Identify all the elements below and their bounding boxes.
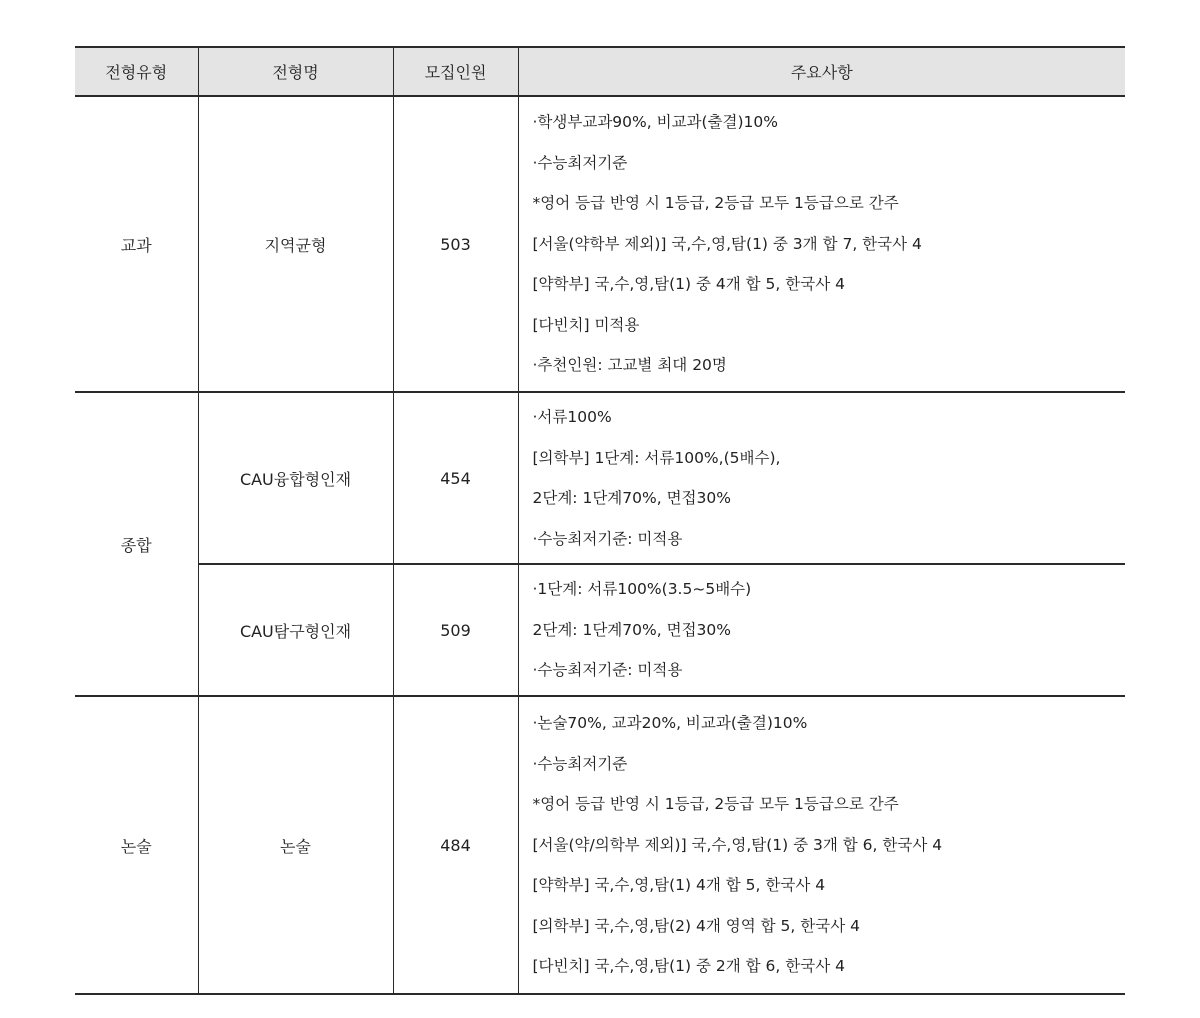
detail-line: [약학부] 국,수,영,탐(1) 4개 합 5, 한국사 4 [532,876,826,895]
header-admission-name: 전형명 [198,47,393,96]
detail-line: [서울(약학부 제외)] 국,수,영,탐(1) 중 3개 합 7, 한국사 4 [532,234,922,253]
detail-line: [약학부] 국,수,영,탐(1) 중 4개 합 5, 한국사 4 [532,275,845,294]
cell-key-details [518,564,1125,696]
table-header [75,47,1125,96]
cell-quota: 503 [393,96,518,392]
detail-line: [다빈치] 국,수,영,탐(1) 중 2개 합 6, 한국사 4 [532,957,845,976]
detail-line: ·수능최저기준 [532,754,628,773]
detail-line: *영어 등급 반영 시 1등급, 2등급 모두 1등급으로 간주 [532,194,899,213]
detail-line: [다빈치] 미적용 [532,315,640,334]
header-key-details: 주요사항 [518,47,1125,96]
detail-line: ·논술70%, 교과20%, 비교과(출결)10% [532,714,808,733]
table-row [75,564,1125,696]
detail-line: ·수능최저기준: 미적용 [532,661,683,680]
cell-key-details [518,96,1125,392]
detail-line: ·학생부교과90%, 비교과(출결)10% [532,113,779,132]
cell-admission-name: CAU융합형인재 [198,392,393,564]
detail-line: ·수능최저기준 [532,153,628,172]
header-row [75,47,1125,96]
cell-quota: 454 [393,392,518,564]
cell-admission-type: 교과 [75,96,198,392]
detail-line: ·추천인원: 고교별 최대 20명 [532,356,727,375]
detail-line: *영어 등급 반영 시 1등급, 2등급 모두 1등급으로 간주 [532,795,899,814]
table-row [75,696,1125,994]
cell-quota: 484 [393,696,518,994]
detail-line: ·1단계: 서류100%(3.5~5배수) [532,580,752,599]
detail-line: [의학부] 국,수,영,탐(2) 4개 영역 합 5, 한국사 4 [532,916,860,935]
cell-admission-name: 지역균형 [198,96,393,392]
detail-line: ·수능최저기준: 미적용 [532,529,683,548]
header-admission-type: 전형유형 [75,47,198,96]
cell-quota: 509 [393,564,518,696]
detail-line: 2단계: 1단계70%, 면접30% [532,620,731,639]
table-row [75,96,1125,392]
detail-line: [의학부] 1단계: 서류100%,(5배수), [532,448,781,467]
cell-admission-name: 논술 [198,696,393,994]
table-row [75,392,1125,564]
detail-line: ·서류100% [532,408,612,426]
cell-admission-name: CAU탐구형인재 [198,564,393,696]
admissions-table [75,46,1125,995]
cell-key-details [518,696,1125,994]
detail-line: 2단계: 1단계70%, 면접30% [532,489,731,507]
cell-admission-type: 논술 [75,696,198,994]
header-quota: 모집인원 [393,47,518,96]
detail-line: [서울(약/의학부 제외)] 국,수,영,탐(1) 중 3개 합 6, 한국사 4 [532,835,943,854]
table-body [75,96,1125,994]
cell-admission-type: 종합 [75,392,198,696]
cell-key-details [518,392,1125,564]
